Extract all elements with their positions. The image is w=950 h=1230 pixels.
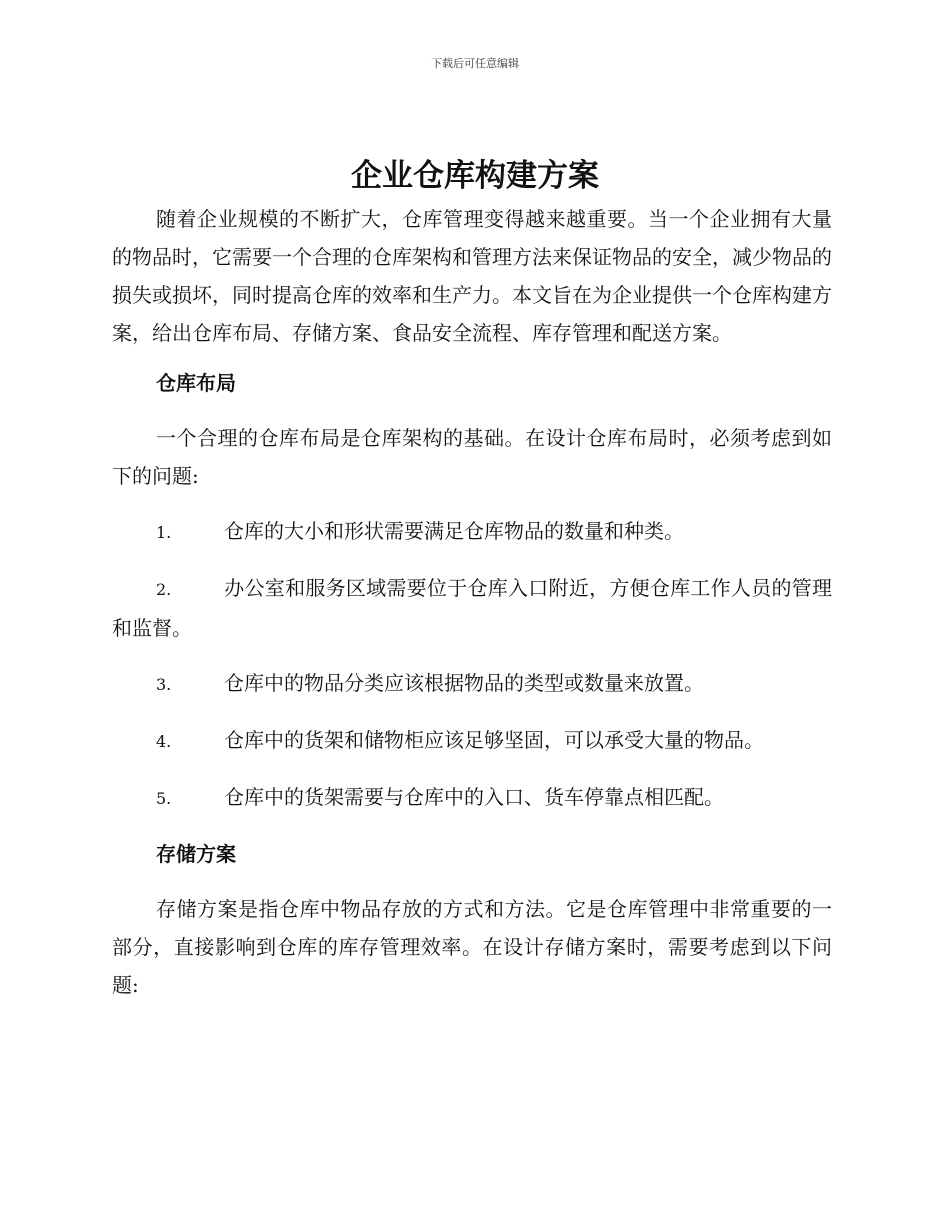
list-text: 仓库中的货架需要与仓库中的入口、货车停靠点相匹配。 bbox=[224, 785, 724, 809]
list-number: 2. bbox=[156, 580, 172, 599]
layout-intro-paragraph: 一个合理的仓库布局是仓库架构的基础。在设计仓库布局时，必须考虑到如下的问题: bbox=[112, 426, 832, 488]
header-note: 下载后可任意编辑 bbox=[431, 57, 519, 70]
list-number: 4. bbox=[156, 732, 172, 751]
list-text: 仓库中的货架和储物柜应该足够坚固，可以承受大量的物品。 bbox=[224, 728, 764, 752]
list-item bbox=[112, 721, 832, 761]
list-number: 1. bbox=[156, 523, 172, 542]
section-heading-layout: 仓库布局 bbox=[156, 371, 236, 395]
document-title: 企业仓库构建方案 bbox=[351, 158, 599, 194]
list-item bbox=[112, 778, 832, 818]
document-body bbox=[112, 200, 832, 1004]
list-item bbox=[112, 512, 832, 552]
storage-intro-paragraph: 存储方案是指仓库中物品存放的方式和方法。它是仓库管理中非常重要的一部分，直接影响到仓库的库存管理效率。在设计存储方案时，需要考虑到以下问题: bbox=[112, 897, 832, 997]
list-number: 3. bbox=[156, 675, 172, 694]
list-number: 5. bbox=[156, 789, 172, 808]
list-item bbox=[112, 664, 832, 704]
list-text: 仓库中的物品分类应该根据物品的类型或数量来放置。 bbox=[224, 671, 704, 695]
list-item bbox=[112, 569, 832, 647]
section-heading-storage: 存储方案 bbox=[156, 842, 236, 866]
list-text: 仓库的大小和形状需要满足仓库物品的数量和种类。 bbox=[224, 519, 684, 543]
intro-paragraph: 随着企业规模的不断扩大，仓库管理变得越来越重要。当一个企业拥有大量的物品时，它需要一个合理的仓库架构和管理方法来保证物品的安全，减少物品的损失或损坏，同时提高仓库的效率和生产力。本文旨在为企业提供一个仓库构建方案，给出仓库布局、存储方案、食品安全流程、库存管理和配送方案。 bbox=[112, 207, 832, 345]
list-text: 办公室和服务区域需要位于仓库入口附近，方便仓库工作人员的管理和监督。 bbox=[112, 576, 832, 640]
